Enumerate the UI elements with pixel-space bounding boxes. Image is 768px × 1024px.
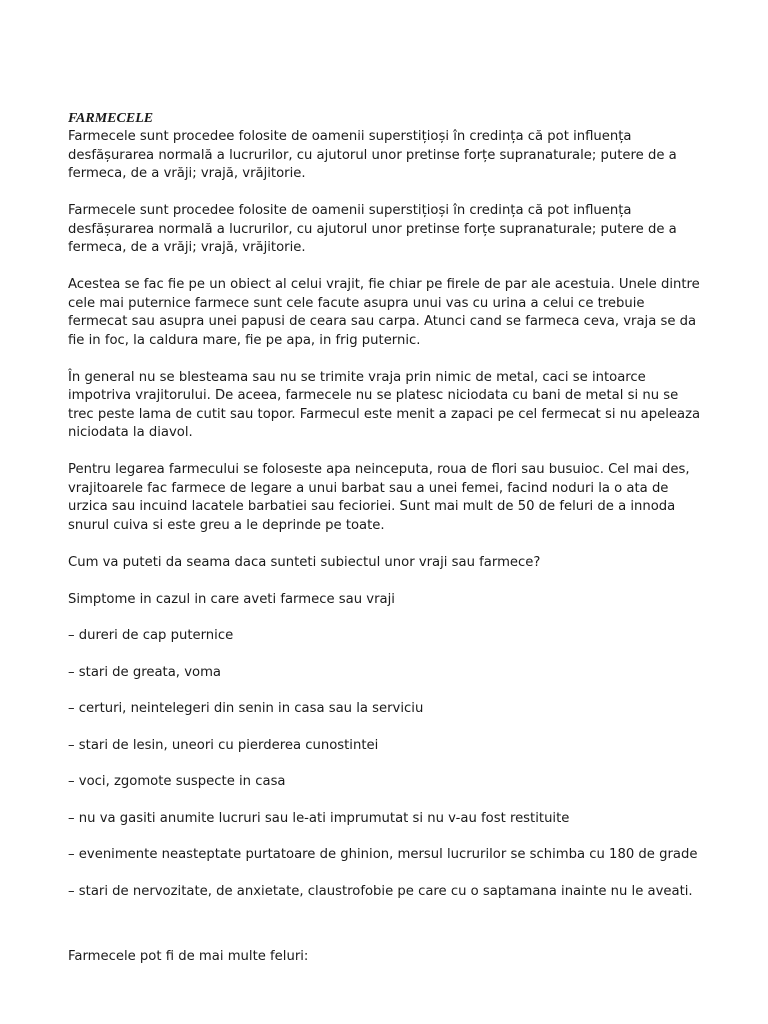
paragraph-4: În general nu se blesteama sau nu se trimite vraja prin nimic de metal, caci se intoarce impotriva vrajitorului. De aceea, farmecele nu se platesc niciodata cu bani de metal si nu se trec peste lama de cutit sau topor. Farmecul este menit a zapaci pe cel fermecat si nu apeleaza niciodata la diavol. (68, 369, 701, 440)
paragraph-5: Pentru legarea farmecului se foloseste apa neinceputa, roua de flori sau busuioc. Cel mai des, vrajitoarele fac farmece de legare a unui barbat sau a unei femei, facind noduri la o ata de urzica sau incuind lacatele barbatiei sau fecioriei. Sunt mai mult de 50 de feluri de a innoda snurul cuiva si este greu a le deprinde pe toate. (68, 462, 690, 533)
symptom-item: – stari de nervozitate, de anxietate, claustrofobie pe care cu o saptamana inainte nu le aveati. (68, 883, 693, 899)
paragraph-2: Farmecele sunt procedee folosite de oamenii superstițioși în credința că pot influența desfășurarea normală a lucrurilor, cu ajutorul unor pretinse forțe supranaturale; putere de a fermeca, de a vrăji; vrajă, vrăjitorie. (68, 203, 677, 255)
question-paragraph: Cum va puteti da seama daca sunteti subiectul unor vraji sau farmece? (68, 554, 541, 570)
symptom-item: – dureri de cap puternice (68, 628, 234, 643)
symptom-item: – evenimente neasteptate purtatoare de ghinion, mersul lucrurilor se schimba cu 180 de grade (68, 847, 698, 862)
symptom-item: – nu va gasiti anumite lucruri sau le-ati imprumutat si nu v-au fost restituite (68, 810, 570, 826)
paragraph-1: Farmecele sunt procedee folosite de oamenii superstițioși în credința că pot influența desfășurarea normală a lucrurilor, cu ajutorul unor pretinse forțe supranaturale; putere de a fermeca, de a vrăji; vrajă, vrăjitorie. (68, 129, 677, 181)
symptom-item: – certuri, neintelegeri din senin in casa sau la serviciu (68, 701, 424, 716)
document-title: FARMECELE (68, 111, 154, 126)
paragraph-3: Acestea se fac fie pe un obiect al celui vrajit, fie chiar pe firele de par ale acestuia. Unele dintre cele mai puternice farmece sunt cele facute asupra unui vas cu urina a celui ce trebuie fermecat sau asupra unei papusi de ceara sau carpa. Atunci cand se farmeca ceva, vraja se da fie in foc, la caldura mare, fie pe apa, in frig puternic. (68, 277, 700, 348)
symptoms-heading: Simptome in cazul in care aveti farmece sau vraji (68, 591, 395, 607)
symptom-item: – voci, zgomote suspecte in casa (68, 774, 286, 789)
closing-line: Farmecele pot fi de mai multe feluri: (68, 949, 309, 964)
document-page (68, 110, 708, 967)
symptom-item: – stari de lesin, uneori cu pierderea cunostintei (68, 737, 379, 753)
symptom-item: – stari de greata, voma (68, 664, 221, 680)
